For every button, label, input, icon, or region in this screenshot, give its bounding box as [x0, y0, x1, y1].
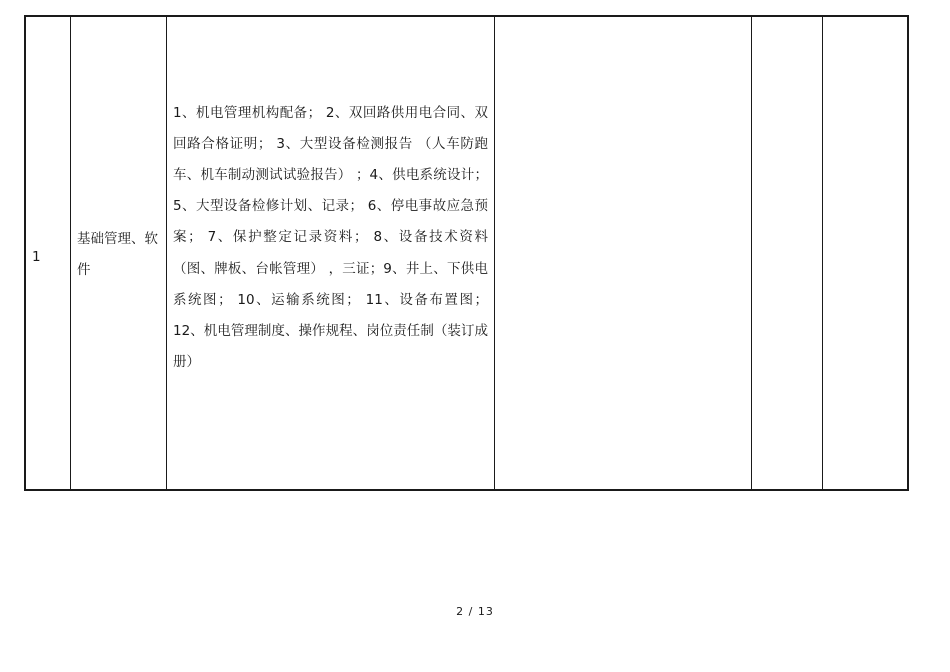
row-category: 基础管理、软件	[77, 231, 158, 278]
empty-cell-4	[495, 16, 752, 490]
table-row	[25, 16, 908, 490]
empty-cell-5	[752, 16, 823, 490]
row-number-cell	[25, 16, 71, 490]
page-number: 2 / 13	[456, 605, 494, 618]
inspection-table	[24, 15, 909, 491]
content-cell	[167, 16, 495, 490]
category-cell	[71, 16, 167, 490]
row-number: 1	[32, 249, 41, 265]
row-content: 1、机电管理机构配备； 2、双回路供用电合同、双回路合格证明； 3、大型设备检测报告 （人车防跑车、机车制动测试试验报告） ；4、供电系统设计； 5、大型设备检修计划、记录； 6、停电事故应急预案； 7、保护整定记录资料； 8、设备技术资料（图、牌板、台帐管理） ，三证；9、井上、下供电系统图； 10、运输系统图； 11、设备布置图； 12、机电管理制度、操作规程、岗位责任制（装订成册）	[173, 104, 488, 371]
empty-cell-6	[823, 16, 909, 490]
